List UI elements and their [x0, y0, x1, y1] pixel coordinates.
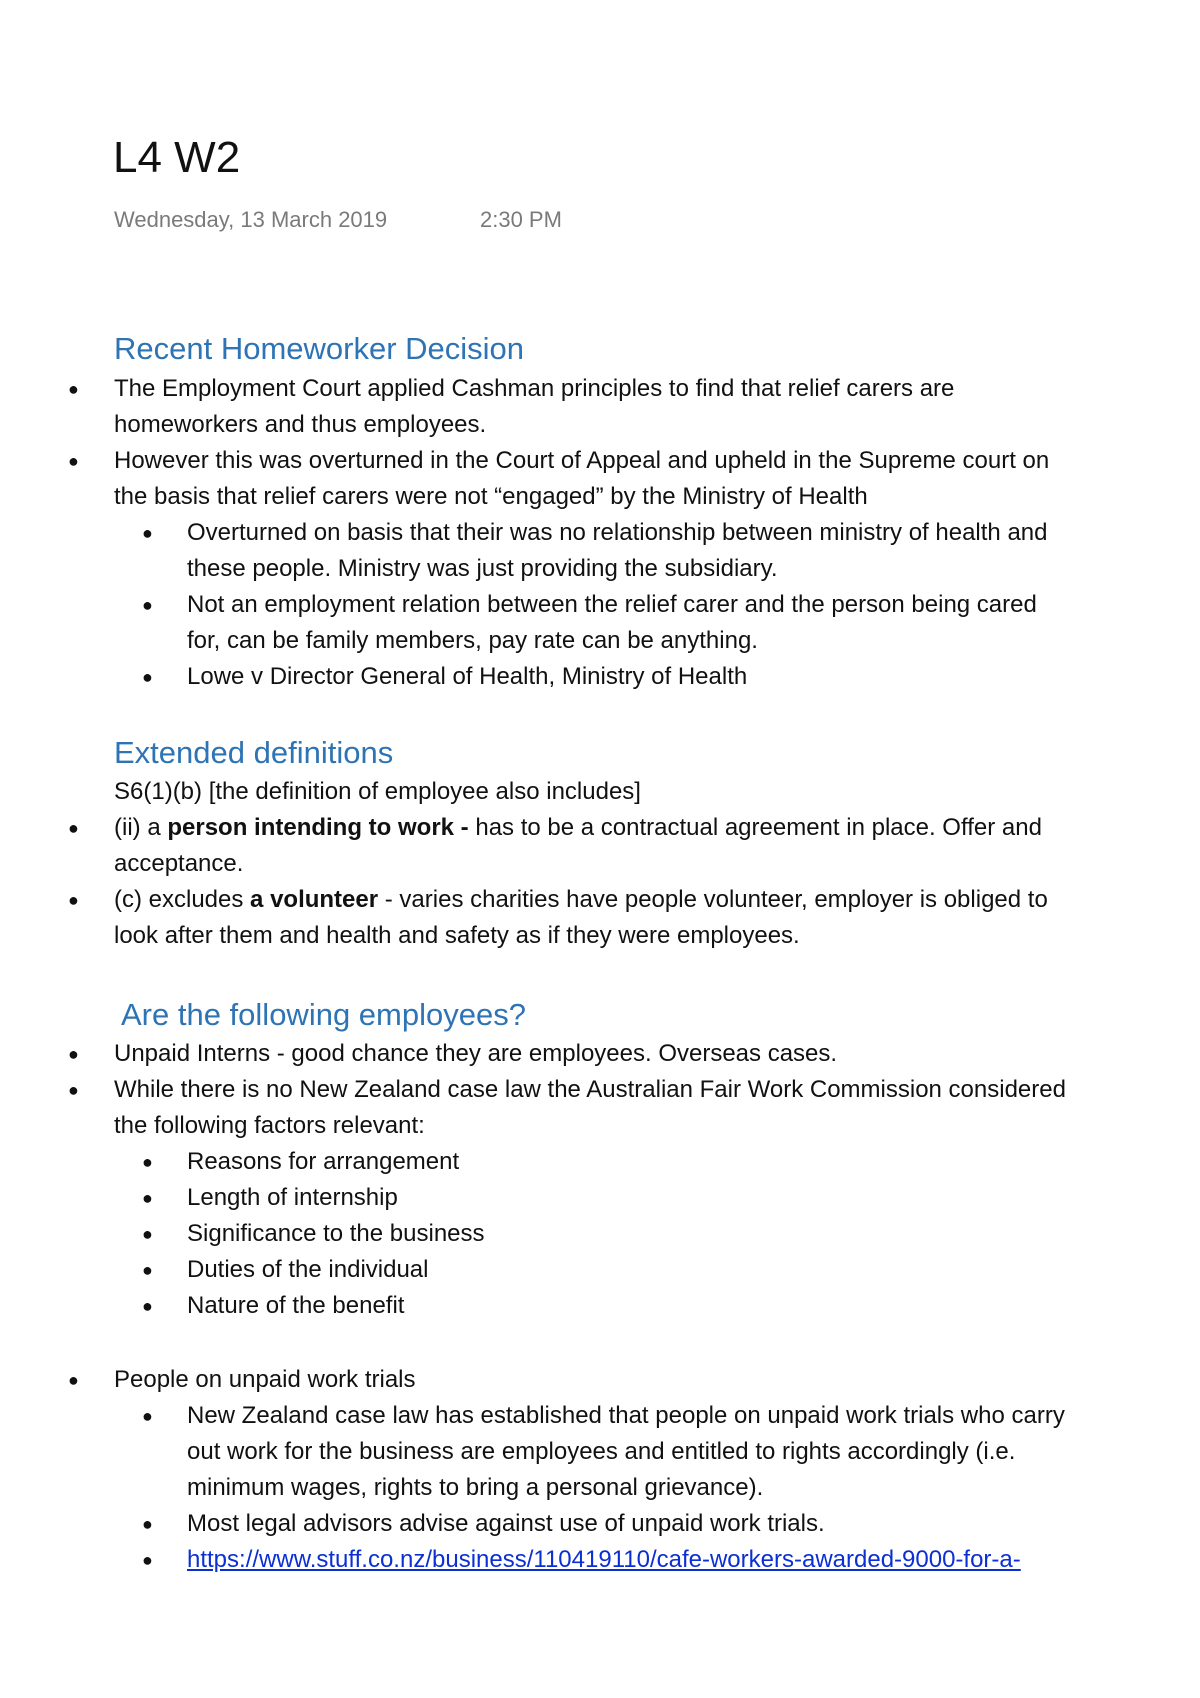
bullet-text: (ii) a person intending to work - has to be a contractual agreement in place. Offer and	[114, 814, 1042, 841]
bullet-icon: ●	[68, 1044, 79, 1064]
bullet-text: While there is no New Zealand case law the Australian Fair Work Commission considered	[114, 1076, 1066, 1103]
factor-item: Reasons for arrangement	[187, 1148, 460, 1175]
sub-bullet-icon: ●	[142, 1296, 153, 1316]
sub-bullet-text: these people. Ministry was just providing the subsidiary.	[187, 555, 778, 582]
sub-bullet-text: minimum wages, rights to bring a personal grievance).	[187, 1474, 764, 1501]
bullet-text: acceptance.	[114, 850, 244, 877]
bullet-text: However this was overturned in the Court of Appeal and upheld in the Supreme court on	[114, 447, 1050, 474]
sub-bullet-icon: ●	[142, 1224, 153, 1244]
sub-bullet-icon: ●	[142, 523, 153, 543]
page-title: L4 W2	[113, 133, 241, 182]
sub-bullet-icon: ●	[142, 1406, 153, 1426]
bullet-icon: ●	[68, 451, 79, 471]
sub-bullet-text	[187, 1542, 1021, 1578]
sub-bullet-icon: ●	[142, 595, 153, 615]
sub-bullet-text: Most legal advisors advise against use of unpaid work trials.	[187, 1510, 825, 1537]
sub-bullet-text: Not an employment relation between the relief carer and the person being cared	[187, 591, 1037, 618]
factor-item: Nature of the benefit	[187, 1292, 405, 1319]
sub-bullet-icon: ●	[142, 1188, 153, 1208]
sub-bullet-icon: ●	[142, 667, 153, 687]
bullet-text: (c) excludes a volunteer - varies charities have people volunteer, employer is obliged to	[114, 886, 1048, 913]
bullet-text: look after them and health and safety as if they were employees.	[114, 922, 800, 949]
sub-bullet-text: for, can be family members, pay rate can be anything.	[187, 627, 758, 654]
sub-bullet-text: Lowe v Director General of Health, Ministry of Health	[187, 663, 748, 690]
bullet-text: the following factors relevant:	[114, 1112, 425, 1139]
factor-item: Duties of the individual	[187, 1256, 429, 1283]
factor-item: Length of internship	[187, 1184, 398, 1211]
bullet-text: homeworkers and thus employees.	[114, 411, 487, 438]
bullet-text: People on unpaid work trials	[114, 1366, 416, 1393]
heading-recent-homeworker-decision: Recent Homeworker Decision	[114, 331, 525, 366]
heading-extended-definitions: Extended definitions	[114, 735, 394, 770]
sub-bullet-icon: ●	[142, 1514, 153, 1534]
section-intro: S6(1)(b) [the definition of employee also includes]	[114, 778, 641, 805]
sub-bullet-icon: ●	[142, 1550, 153, 1570]
bullet-icon: ●	[68, 379, 79, 399]
bullet-icon: ●	[68, 1080, 79, 1100]
sub-bullet-text: out work for the business are employees and entitled to rights accordingly (i.e.	[187, 1438, 1016, 1465]
bullet-icon: ●	[68, 818, 79, 838]
sub-bullet-icon: ●	[142, 1260, 153, 1280]
article-link[interactable]: https://www.stuff.co.nz/business/110419110/cafe-workers-awarded-9000-for-a-	[187, 1546, 1021, 1573]
heading-are-the-following-employees: Are the following employees?	[121, 997, 526, 1032]
bullet-text: the basis that relief carers were not “engaged” by the Ministry of Health	[114, 483, 868, 510]
bullet-icon: ●	[68, 1370, 79, 1390]
bullet-text: Unpaid Interns - good chance they are employees. Overseas cases.	[114, 1040, 838, 1067]
bullet-text: The Employment Court applied Cashman principles to find that relief carers are	[114, 375, 955, 402]
sub-bullet-text: New Zealand case law has established that people on unpaid work trials who carry	[187, 1402, 1065, 1429]
page-date: Wednesday, 13 March 2019	[114, 207, 388, 232]
sub-bullet-text: Overturned on basis that their was no relationship between ministry of health and	[187, 519, 1048, 546]
bullet-icon: ●	[68, 890, 79, 910]
page-meta	[114, 207, 562, 233]
page-time: 2:30 PM	[480, 207, 562, 232]
factor-item: Significance to the business	[187, 1220, 485, 1247]
sub-bullet-icon: ●	[142, 1152, 153, 1172]
